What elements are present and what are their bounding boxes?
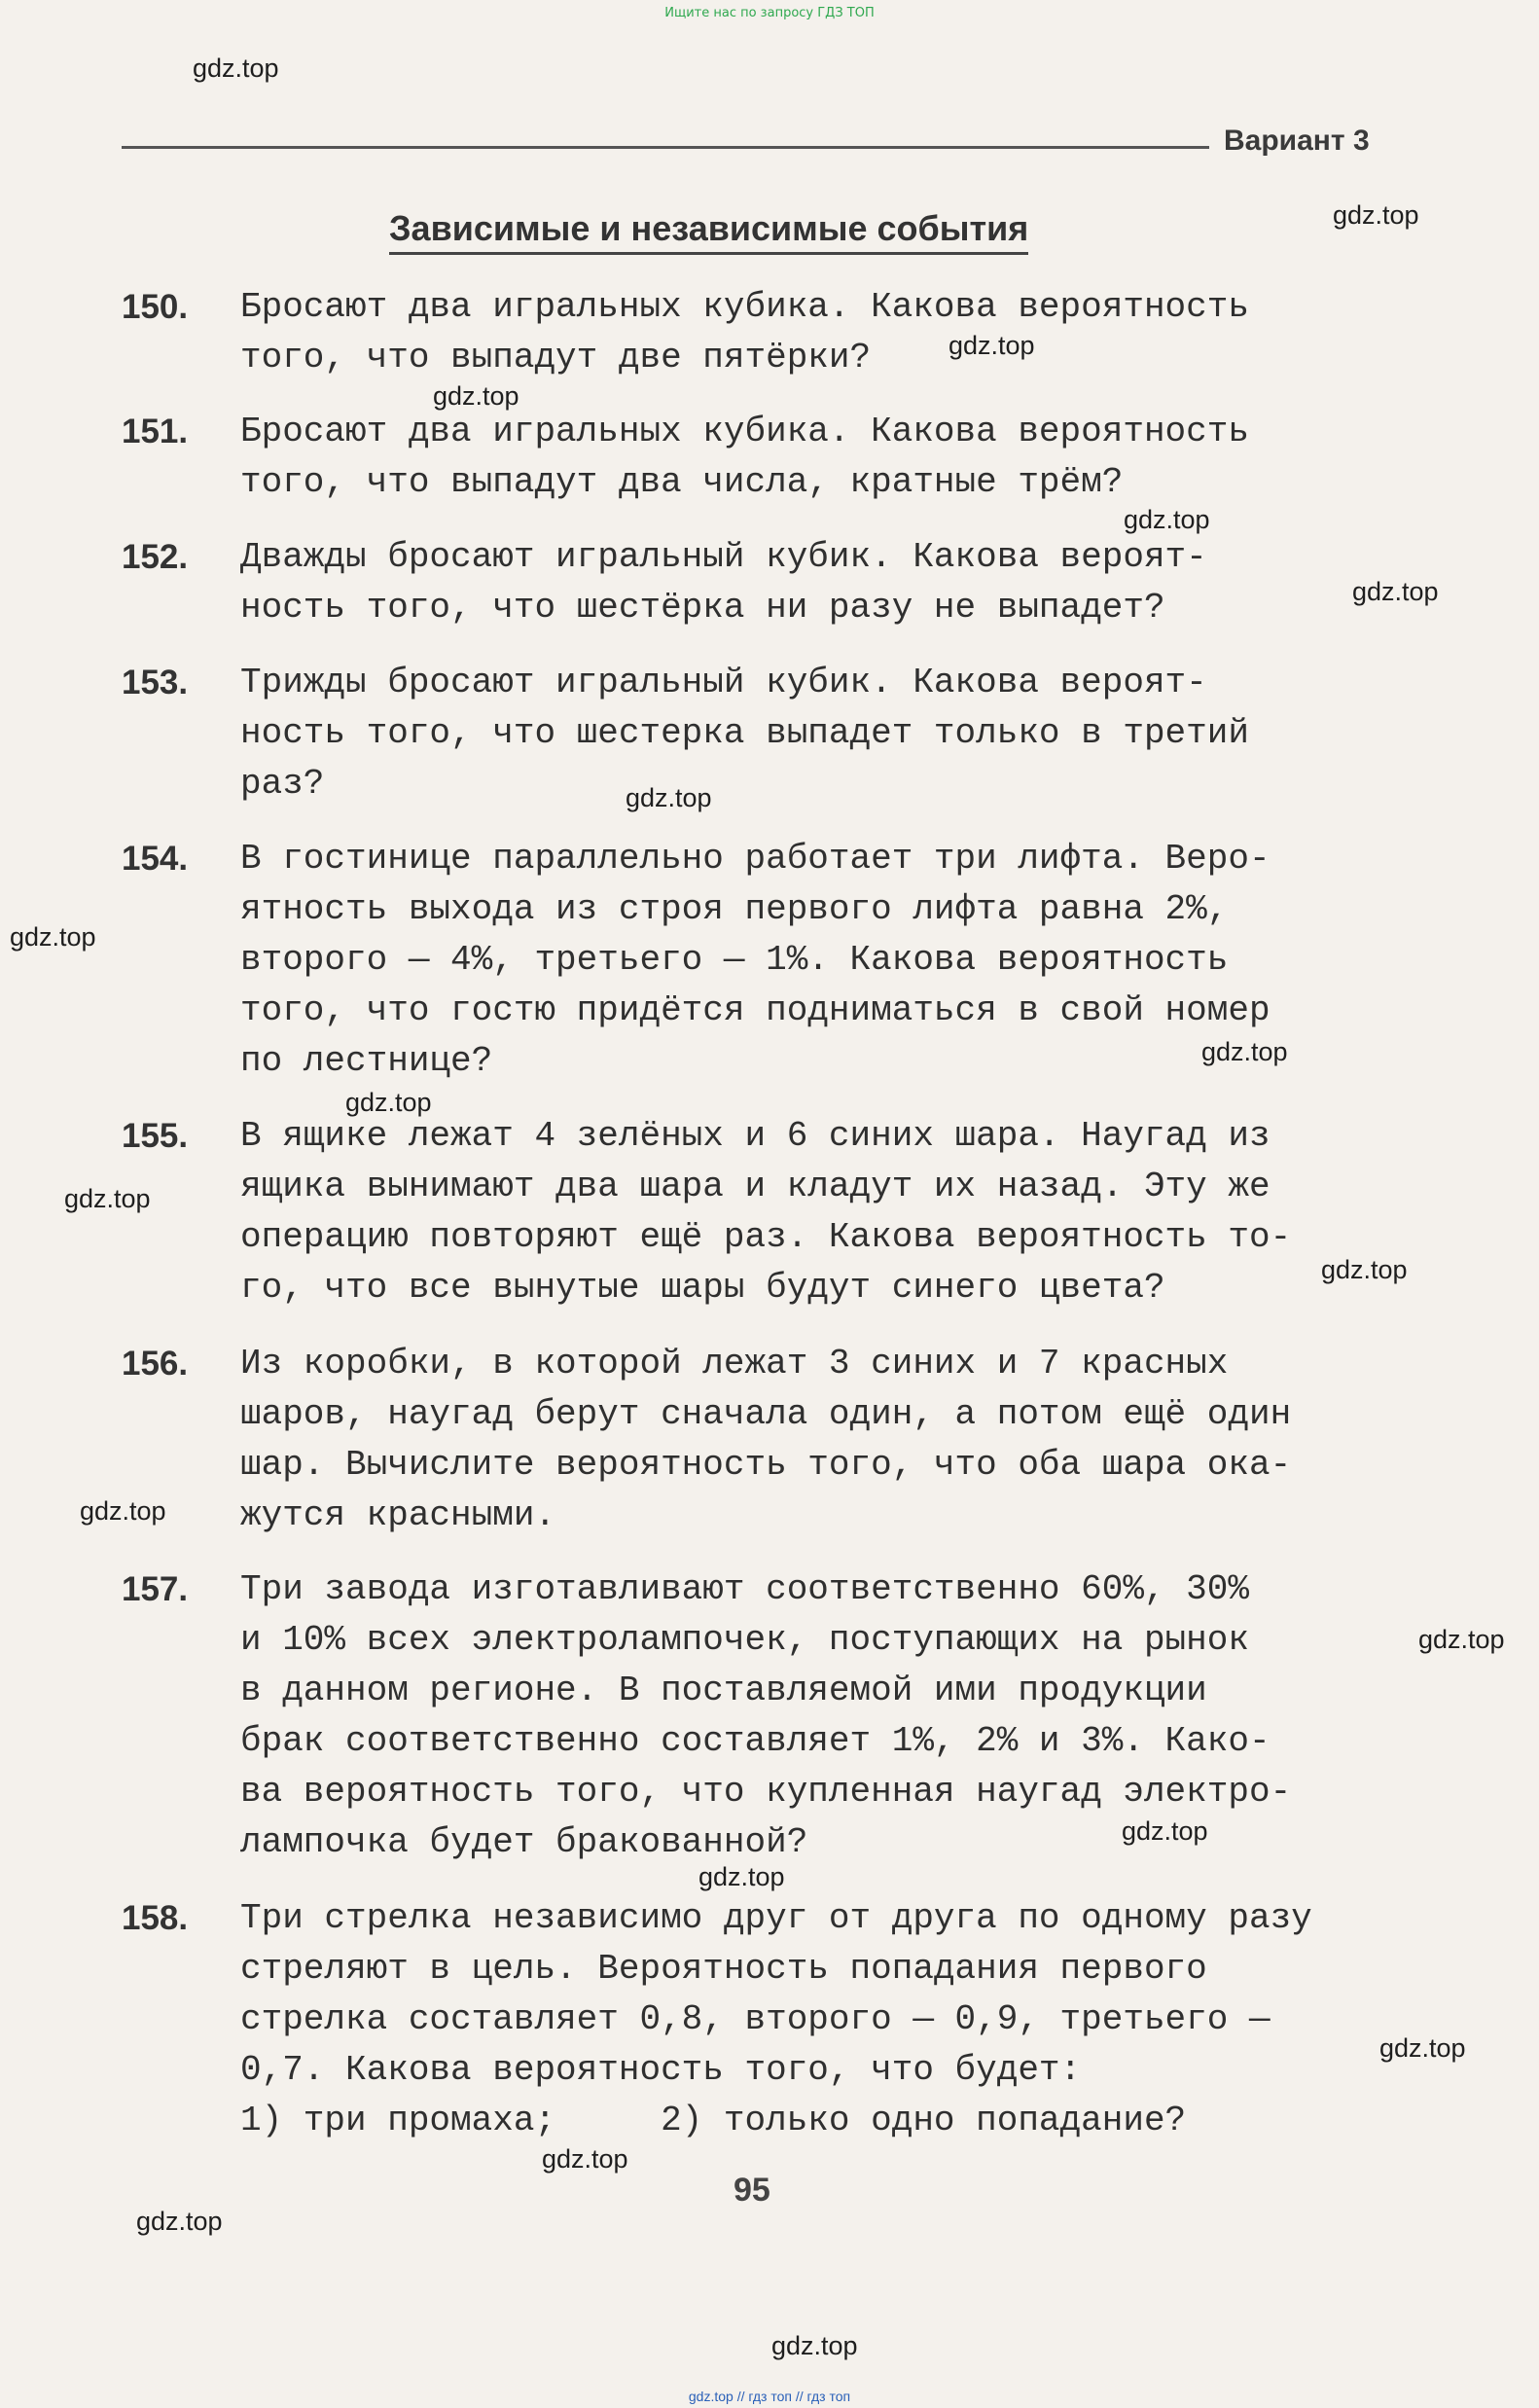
watermark: gdz.top <box>80 1496 166 1526</box>
watermark: gdz.top <box>542 2144 628 2174</box>
header-rule <box>122 146 1209 149</box>
problem-line: ность того, что шестёрка ни разу не выпадет? <box>240 588 1165 628</box>
problem-number: 158. <box>122 1899 189 1937</box>
problem-text <box>240 282 1500 383</box>
watermark: gdz.top <box>1352 577 1439 606</box>
watermark: gdz.top <box>1418 1625 1505 1654</box>
watermark: gdz.top <box>10 922 96 952</box>
problem-text <box>240 1893 1500 2146</box>
problem-number: 155. <box>122 1117 189 1155</box>
problem-number: 150. <box>122 288 189 326</box>
problem-number: 156. <box>122 1345 189 1383</box>
watermark: gdz.top <box>698 1862 785 1891</box>
watermark: gdz.top <box>771 2331 858 2360</box>
problem-text <box>240 407 1500 508</box>
problem-line: го, что все вынутые шары будут синего цвета? <box>240 1268 1165 1308</box>
problem-line: стреляют в цель. Вероятность попадания первого <box>240 1949 1207 1989</box>
problem-line: в данном регионе. В поставляемой ими продукции <box>240 1671 1207 1710</box>
watermark: gdz.top <box>1321 1255 1408 1284</box>
problem-line: по лестнице? <box>240 1041 493 1081</box>
problem-text <box>240 1339 1500 1541</box>
problem-line: ящика вынимают два шара и кладут их назад. Эту же <box>240 1167 1271 1206</box>
problem-number: 151. <box>122 413 189 450</box>
page-number: 95 <box>734 2172 770 2209</box>
problem-line: ятность выхода из строя первого лифта равна 2%, <box>240 889 1229 929</box>
watermark: gdz.top <box>948 331 1035 360</box>
footer-notice: gdz.top // гдз топ // гдз топ <box>688 2389 851 2404</box>
problem-line: того, что выпадут два числа, кратные трём? <box>240 462 1124 502</box>
problem-line: второго — 4%, третьего — 1%. Какова вероятность <box>240 940 1229 980</box>
problem-line: Бросают два игральных кубика. Какова вероятность <box>240 287 1249 327</box>
problem-line: шар. Вычислите вероятность того, что оба шара ока- <box>240 1445 1292 1485</box>
problem-line: того, что гостю придётся подниматься в свой номер <box>240 990 1271 1030</box>
problem-text <box>240 658 1500 809</box>
problem-text <box>240 1564 1500 1868</box>
problem-line: Бросают два игральных кубика. Какова вероятность <box>240 412 1249 451</box>
problem-line: ность того, что шестерка выпадет только в третий <box>240 713 1249 753</box>
watermark: gdz.top <box>1124 505 1210 534</box>
watermark: gdz.top <box>345 1088 432 1117</box>
watermark: gdz.top <box>626 783 712 812</box>
problem-line: лампочка будет бракованной? <box>240 1822 808 1862</box>
problem-line: 1) три промаха; 2) только одно попадание? <box>240 2101 1187 2140</box>
top-notice: Ищите нас по запросу ГДЗ ТОП <box>664 6 875 20</box>
watermark: gdz.top <box>433 381 519 411</box>
problem-line: стрелка составляет 0,8, второго — 0,9, третьего — <box>240 1999 1271 2039</box>
problem-line: того, что выпадут две пятёрки? <box>240 338 872 377</box>
problem-line: В ящике лежат 4 зелёных и 6 синих шара. Наугад из <box>240 1116 1271 1156</box>
problem-line: и 10% всех электролампочек, поступающих на рынок <box>240 1620 1249 1660</box>
problem-line: В гостинице параллельно работает три лифта. Веро- <box>240 839 1271 879</box>
watermark: gdz.top <box>1201 1037 1288 1066</box>
watermark: gdz.top <box>136 2207 223 2236</box>
problem-line: шаров, наугад берут сначала один, а потом ещё один <box>240 1394 1292 1434</box>
watermark: gdz.top <box>1379 2033 1466 2063</box>
watermark: gdz.top <box>64 1184 151 1213</box>
problem-line: Дважды бросают игральный кубик. Какова вероят- <box>240 537 1207 577</box>
problem-line: 0,7. Какова вероятность того, что будет: <box>240 2050 1082 2090</box>
problem-line: Три завода изготавливают соответственно 60%, 30% <box>240 1569 1249 1609</box>
problem-line: операцию повторяют ещё раз. Какова вероятность то- <box>240 1217 1292 1257</box>
watermark: gdz.top <box>1333 200 1419 230</box>
problem-line: Три стрелка независимо друг от друга по одному разу <box>240 1898 1312 1938</box>
problem-number: 153. <box>122 664 189 701</box>
problem-line: Трижды бросают игральный кубик. Какова вероят- <box>240 663 1207 702</box>
problem-line: раз? <box>240 764 325 804</box>
problem-number: 154. <box>122 840 189 878</box>
problem-number: 152. <box>122 538 189 576</box>
problem-line: брак соответственно составляет 1%, 2% и 3%. Како- <box>240 1721 1271 1761</box>
problem-line: Из коробки, в которой лежат 3 синих и 7 красных <box>240 1344 1229 1384</box>
problem-number: 157. <box>122 1570 189 1608</box>
section-title: Зависимые и независимые события <box>389 207 1028 255</box>
variant-label: Вариант 3 <box>1224 125 1370 157</box>
watermark: gdz.top <box>193 54 279 83</box>
problem-line: жутся красными. <box>240 1495 556 1535</box>
problem-line: ва вероятность того, что купленная наугад электро- <box>240 1772 1292 1812</box>
watermark: gdz.top <box>1122 1816 1208 1846</box>
problem-text <box>240 834 1500 1087</box>
problem-text <box>240 1111 1500 1313</box>
problem-text <box>240 532 1500 633</box>
